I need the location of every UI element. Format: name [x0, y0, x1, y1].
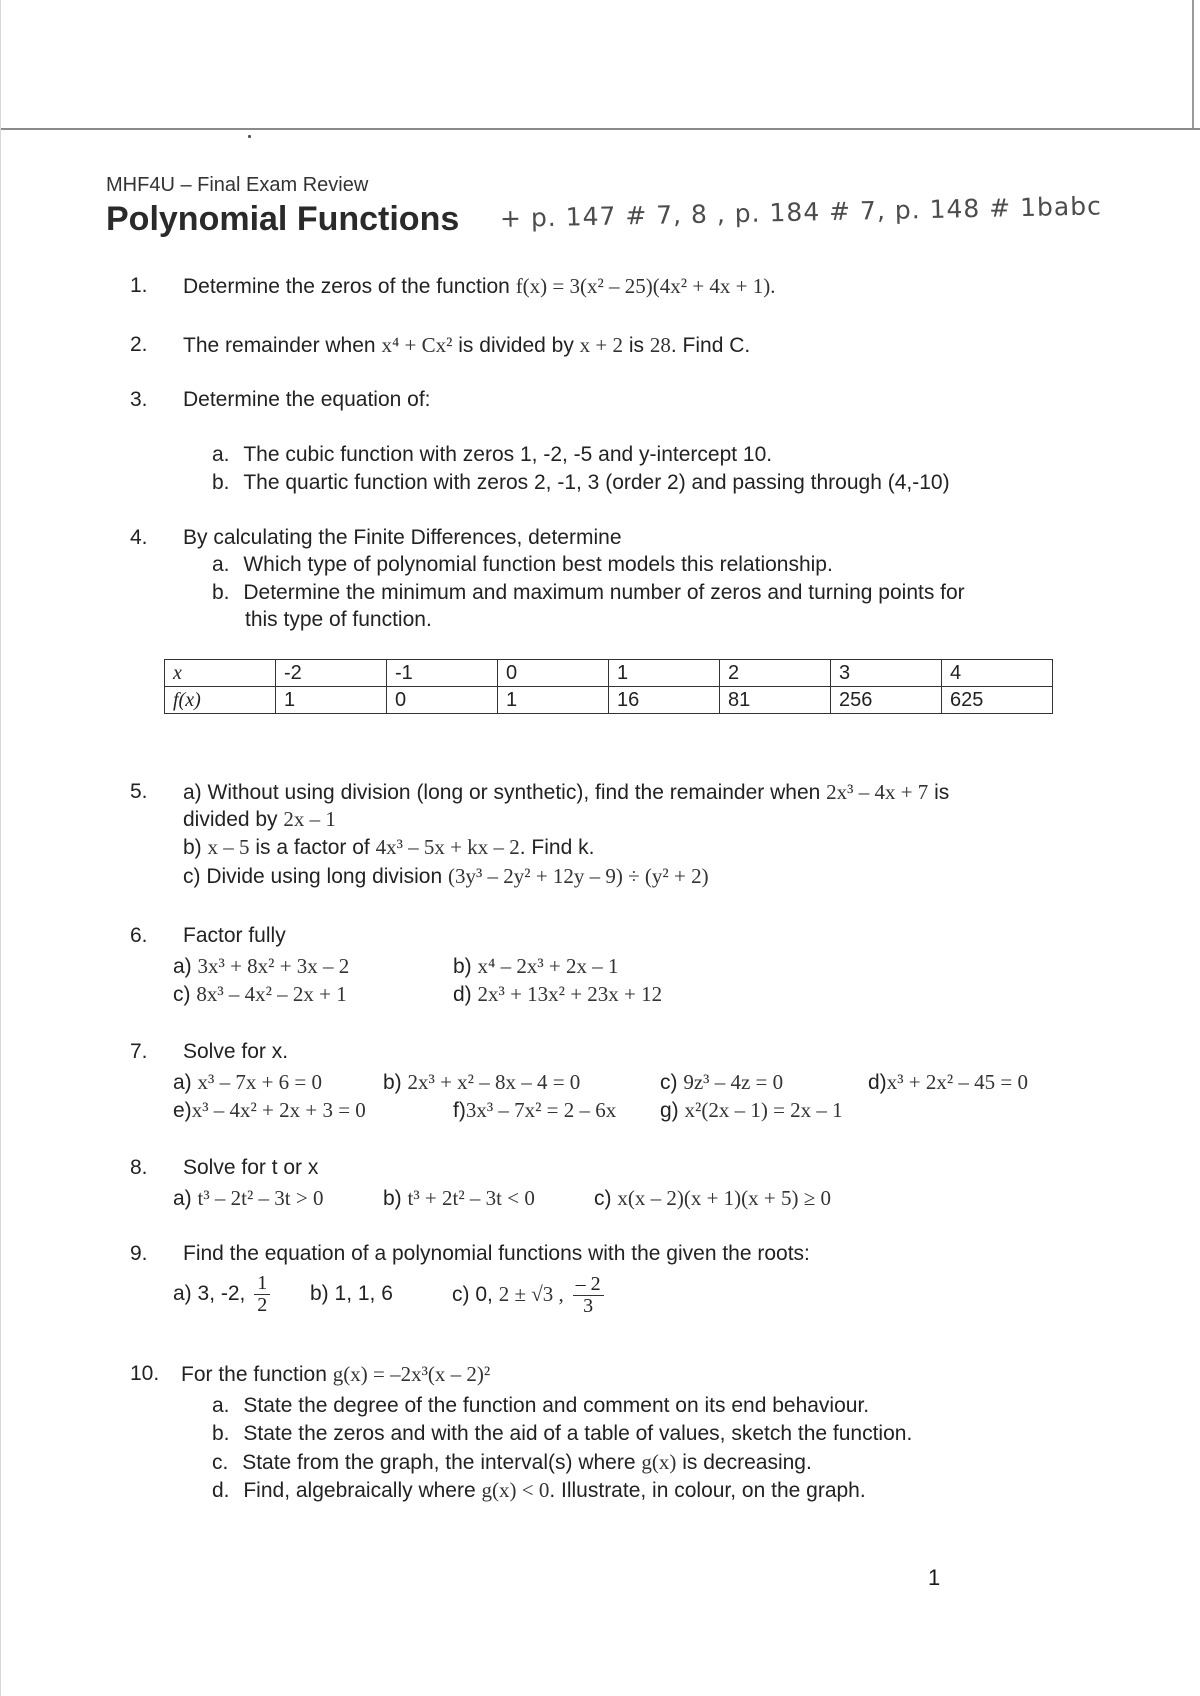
sub-text: 3, -2, — [197, 1282, 246, 1305]
question-number: 3. — [130, 388, 148, 411]
sub-text: The quartic function with zeros 2, -1, 3 (order 2) and passing through (4,-10) — [243, 471, 950, 494]
sub-text: is a factor of — [255, 836, 370, 859]
question-number: 10. — [130, 1362, 160, 1385]
sub-label: a) — [173, 1282, 192, 1305]
math-expression: f(x) = 3(x² – 25)(4x² + 4x + 1). — [515, 274, 776, 298]
question-text: Determine the equation of: — [183, 388, 431, 411]
math-expression: x³ – 7x + 6 = 0 — [197, 1070, 323, 1094]
sub-label: a. — [212, 553, 230, 576]
page-title: Polynomial Functions — [106, 200, 460, 238]
math-expression: x + 2 — [579, 333, 624, 357]
math-expression: t³ + 2t² – 3t < 0 — [407, 1186, 535, 1210]
sub-text: . Find k. — [519, 836, 595, 859]
sub-question-c — [183, 862, 709, 891]
sub-label: b. — [212, 1422, 230, 1445]
math-expression: x⁴ – 2x³ + 2x – 1 — [477, 954, 619, 978]
sub-text: State the zeros and with the aid of a table of values, sketch the function. — [243, 1422, 913, 1445]
sub-text: c) Divide using long division — [183, 865, 443, 888]
math-expression: 2x³ + x² – 8x – 4 = 0 — [407, 1070, 581, 1094]
question-number: 9. — [130, 1242, 148, 1265]
math-expression: 3x³ + 8x² + 3x – 2 — [197, 954, 350, 978]
math-expression: 2x – 1 — [283, 807, 336, 831]
scan-edge-line — [0, 128, 1200, 130]
scan-edge-line-right — [1192, 0, 1194, 128]
sub-text: The cubic function with zeros 1, -2, -5 and y-intercept 10. — [243, 443, 773, 466]
math-expression: g(x) < 0 — [481, 1478, 550, 1502]
math-expression: x³ + 2x² – 45 = 0 — [886, 1070, 1028, 1094]
fraction-denominator: 2 — [257, 1293, 268, 1316]
question-text: is — [628, 334, 645, 357]
sub-question-d — [212, 1476, 866, 1505]
table-cell: -1 — [387, 660, 498, 687]
sub-label: b) — [183, 836, 202, 859]
sub-text: Determine the minimum and maximum number of zeros and turning points for — [243, 581, 965, 604]
math-expression: (3y³ – 2y² + 12y – 9) ÷ (y² + 2) — [447, 864, 709, 888]
sub-text: 1, 1, 6 — [334, 1282, 393, 1305]
sub-label: a) — [173, 1071, 192, 1094]
table-cell: 256 — [831, 687, 942, 714]
sub-question-a — [173, 1068, 322, 1097]
math-expression: x – 5 — [207, 835, 250, 859]
table-cell: 3 — [831, 660, 942, 687]
sub-label: c) — [452, 1283, 470, 1306]
sub-label: a. — [212, 443, 230, 466]
sub-text: is — [934, 781, 950, 804]
sub-text: Find, algebraically where — [243, 1479, 476, 1502]
scan-edge-line-left — [0, 0, 1, 1696]
math-expression: 3x³ – 7x² = 2 – 6x — [465, 1098, 617, 1122]
course-heading: MHF4U – Final Exam Review — [106, 174, 369, 196]
question-text: For the function — [181, 1363, 327, 1386]
table-cell: 0 — [387, 687, 498, 714]
sub-question-b — [310, 1268, 393, 1320]
sub-text: State the degree of the function and comment on its end behaviour. — [243, 1394, 870, 1417]
sub-question-a — [173, 1184, 323, 1213]
question-number: 2. — [130, 333, 148, 356]
fraction — [573, 1274, 604, 1317]
table-cell: 2 — [720, 660, 831, 687]
sub-text-continued: this type of function. — [245, 608, 432, 631]
question-text: . Find C. — [670, 334, 751, 357]
math-expression: x³ – 4x² + 2x + 3 = 0 — [191, 1098, 366, 1122]
math-expression: 9z³ – 4z = 0 — [683, 1070, 784, 1094]
sub-question-b — [212, 579, 965, 607]
table-cell: 1 — [276, 687, 387, 714]
table-header-fx: f(x) — [165, 687, 276, 714]
sub-question-c — [173, 980, 347, 1009]
table-cell: 4 — [942, 660, 1053, 687]
sub-question-b — [383, 1068, 580, 1097]
table-cell: 1 — [498, 687, 609, 714]
question-text: By calculating the Finite Differences, determine — [183, 526, 622, 549]
sub-label: b. — [212, 471, 230, 494]
sub-label: d. — [212, 1479, 230, 1502]
sub-label: c. — [212, 1451, 229, 1474]
sub-text: divided by — [183, 808, 278, 831]
sub-label: a) — [173, 955, 192, 978]
sub-label: b) — [453, 955, 472, 978]
question-number: 8. — [130, 1156, 148, 1179]
sub-label: a) — [173, 1187, 192, 1210]
sub-question-c — [594, 1184, 831, 1213]
math-expression: x²(2x – 1) = 2x – 1 — [684, 1098, 843, 1122]
question-text: Find the equation of a polynomial functions with the given the roots: — [183, 1242, 810, 1265]
question-number: 1. — [130, 274, 148, 297]
sub-text: is decreasing. — [682, 1451, 812, 1474]
sub-label: d) — [868, 1071, 887, 1094]
table-cell: 16 — [609, 687, 720, 714]
sub-question-b — [212, 469, 950, 497]
sub-question-b — [383, 1184, 535, 1213]
sub-question-a — [173, 952, 349, 981]
question-text: The remainder when — [183, 334, 376, 357]
math-expression: 28 — [649, 333, 671, 357]
sub-question-b — [212, 1420, 912, 1448]
sub-question-c — [660, 1068, 783, 1097]
sub-question-d — [868, 1068, 1028, 1097]
sub-question-a — [173, 1268, 273, 1320]
math-expression: x⁴ + Cx² — [381, 333, 453, 357]
sub-label: g) — [660, 1099, 679, 1122]
sub-label: c) — [660, 1071, 678, 1094]
question-text: Determine the zeros of the function — [183, 275, 510, 298]
scan-speck — [248, 135, 251, 138]
sub-label: e) — [173, 1099, 192, 1122]
math-expression: 4x³ – 5x + kx – 2 — [375, 835, 520, 859]
sub-question-b — [453, 952, 619, 981]
question-text: Solve for x. — [183, 1040, 289, 1063]
sub-label: f) — [453, 1099, 466, 1122]
question-text: Solve for t or x — [183, 1156, 319, 1179]
sub-label: b) — [383, 1187, 402, 1210]
page-number: 1 — [928, 1565, 941, 1590]
sub-text: . Illustrate, in colour, on the graph. — [549, 1479, 866, 1502]
table-row — [165, 687, 1053, 714]
question-text: Factor fully — [183, 924, 286, 947]
sub-text: State from the graph, the interval(s) where — [242, 1451, 636, 1474]
question-number: 7. — [130, 1040, 148, 1063]
handwritten-note: + p. 147 # 7, 8 , p. 184 # 7, p. 148 # 1babc — [499, 191, 1103, 233]
sub-text-continued — [183, 805, 336, 834]
sub-question-e — [173, 1096, 366, 1125]
math-expression: 8x³ – 4x² – 2x + 1 — [196, 982, 347, 1006]
math-expression: t³ – 2t² – 3t > 0 — [197, 1186, 324, 1210]
fraction-denominator: 3 — [583, 1294, 594, 1317]
finite-differences-table — [164, 659, 1053, 714]
table-cell: 1 — [609, 660, 720, 687]
math-expression: 2 ± √3 , — [498, 1282, 564, 1306]
sub-label: a. — [212, 1394, 230, 1417]
sub-question-a — [212, 551, 833, 579]
table-row — [165, 660, 1053, 687]
sub-question-c — [212, 1448, 812, 1477]
sub-label: b) — [383, 1071, 402, 1094]
sub-question-a — [212, 1392, 869, 1420]
sub-label: b. — [212, 581, 230, 604]
math-expression: 2x³ + 13x² + 23x + 12 — [477, 982, 663, 1006]
table-cell: -2 — [276, 660, 387, 687]
sub-text: Which type of polynomial function best models this relationship. — [243, 553, 833, 576]
sub-question-a — [212, 441, 772, 469]
table-cell: 625 — [942, 687, 1053, 714]
sub-question-f — [453, 1096, 616, 1125]
table-header-x: x — [165, 660, 276, 687]
question-number: 5. — [130, 780, 148, 803]
scan-margin — [0, 0, 1200, 128]
question-number: 6. — [130, 924, 148, 947]
sub-label: c) — [594, 1187, 612, 1210]
sub-question-b — [183, 833, 594, 862]
fraction-numerator: – 2 — [573, 1274, 604, 1296]
question-number: 4. — [130, 526, 148, 549]
fraction-numerator: 1 — [254, 1273, 270, 1295]
math-expression: g(x) — [641, 1450, 677, 1474]
fraction — [254, 1273, 270, 1316]
table-cell: 81 — [720, 687, 831, 714]
sub-label: d) — [453, 983, 472, 1006]
table-cell: 0 — [498, 660, 609, 687]
math-expression: g(x) = –2x³(x – 2)² — [332, 1362, 491, 1386]
sub-text: a) Without using division (long or synthetic), find the remainder when — [183, 781, 821, 804]
sub-label: b) — [310, 1282, 329, 1305]
sub-text: 0, — [475, 1283, 493, 1306]
question-text: is divided by — [458, 334, 574, 357]
sub-question-g — [660, 1096, 843, 1125]
sub-question-d — [453, 980, 662, 1009]
math-expression: 2x³ – 4x + 7 — [826, 780, 929, 804]
sub-question-c — [452, 1268, 607, 1321]
math-expression: x(x – 2)(x + 1)(x + 5) ≥ 0 — [617, 1186, 832, 1210]
sub-label: c) — [173, 983, 191, 1006]
